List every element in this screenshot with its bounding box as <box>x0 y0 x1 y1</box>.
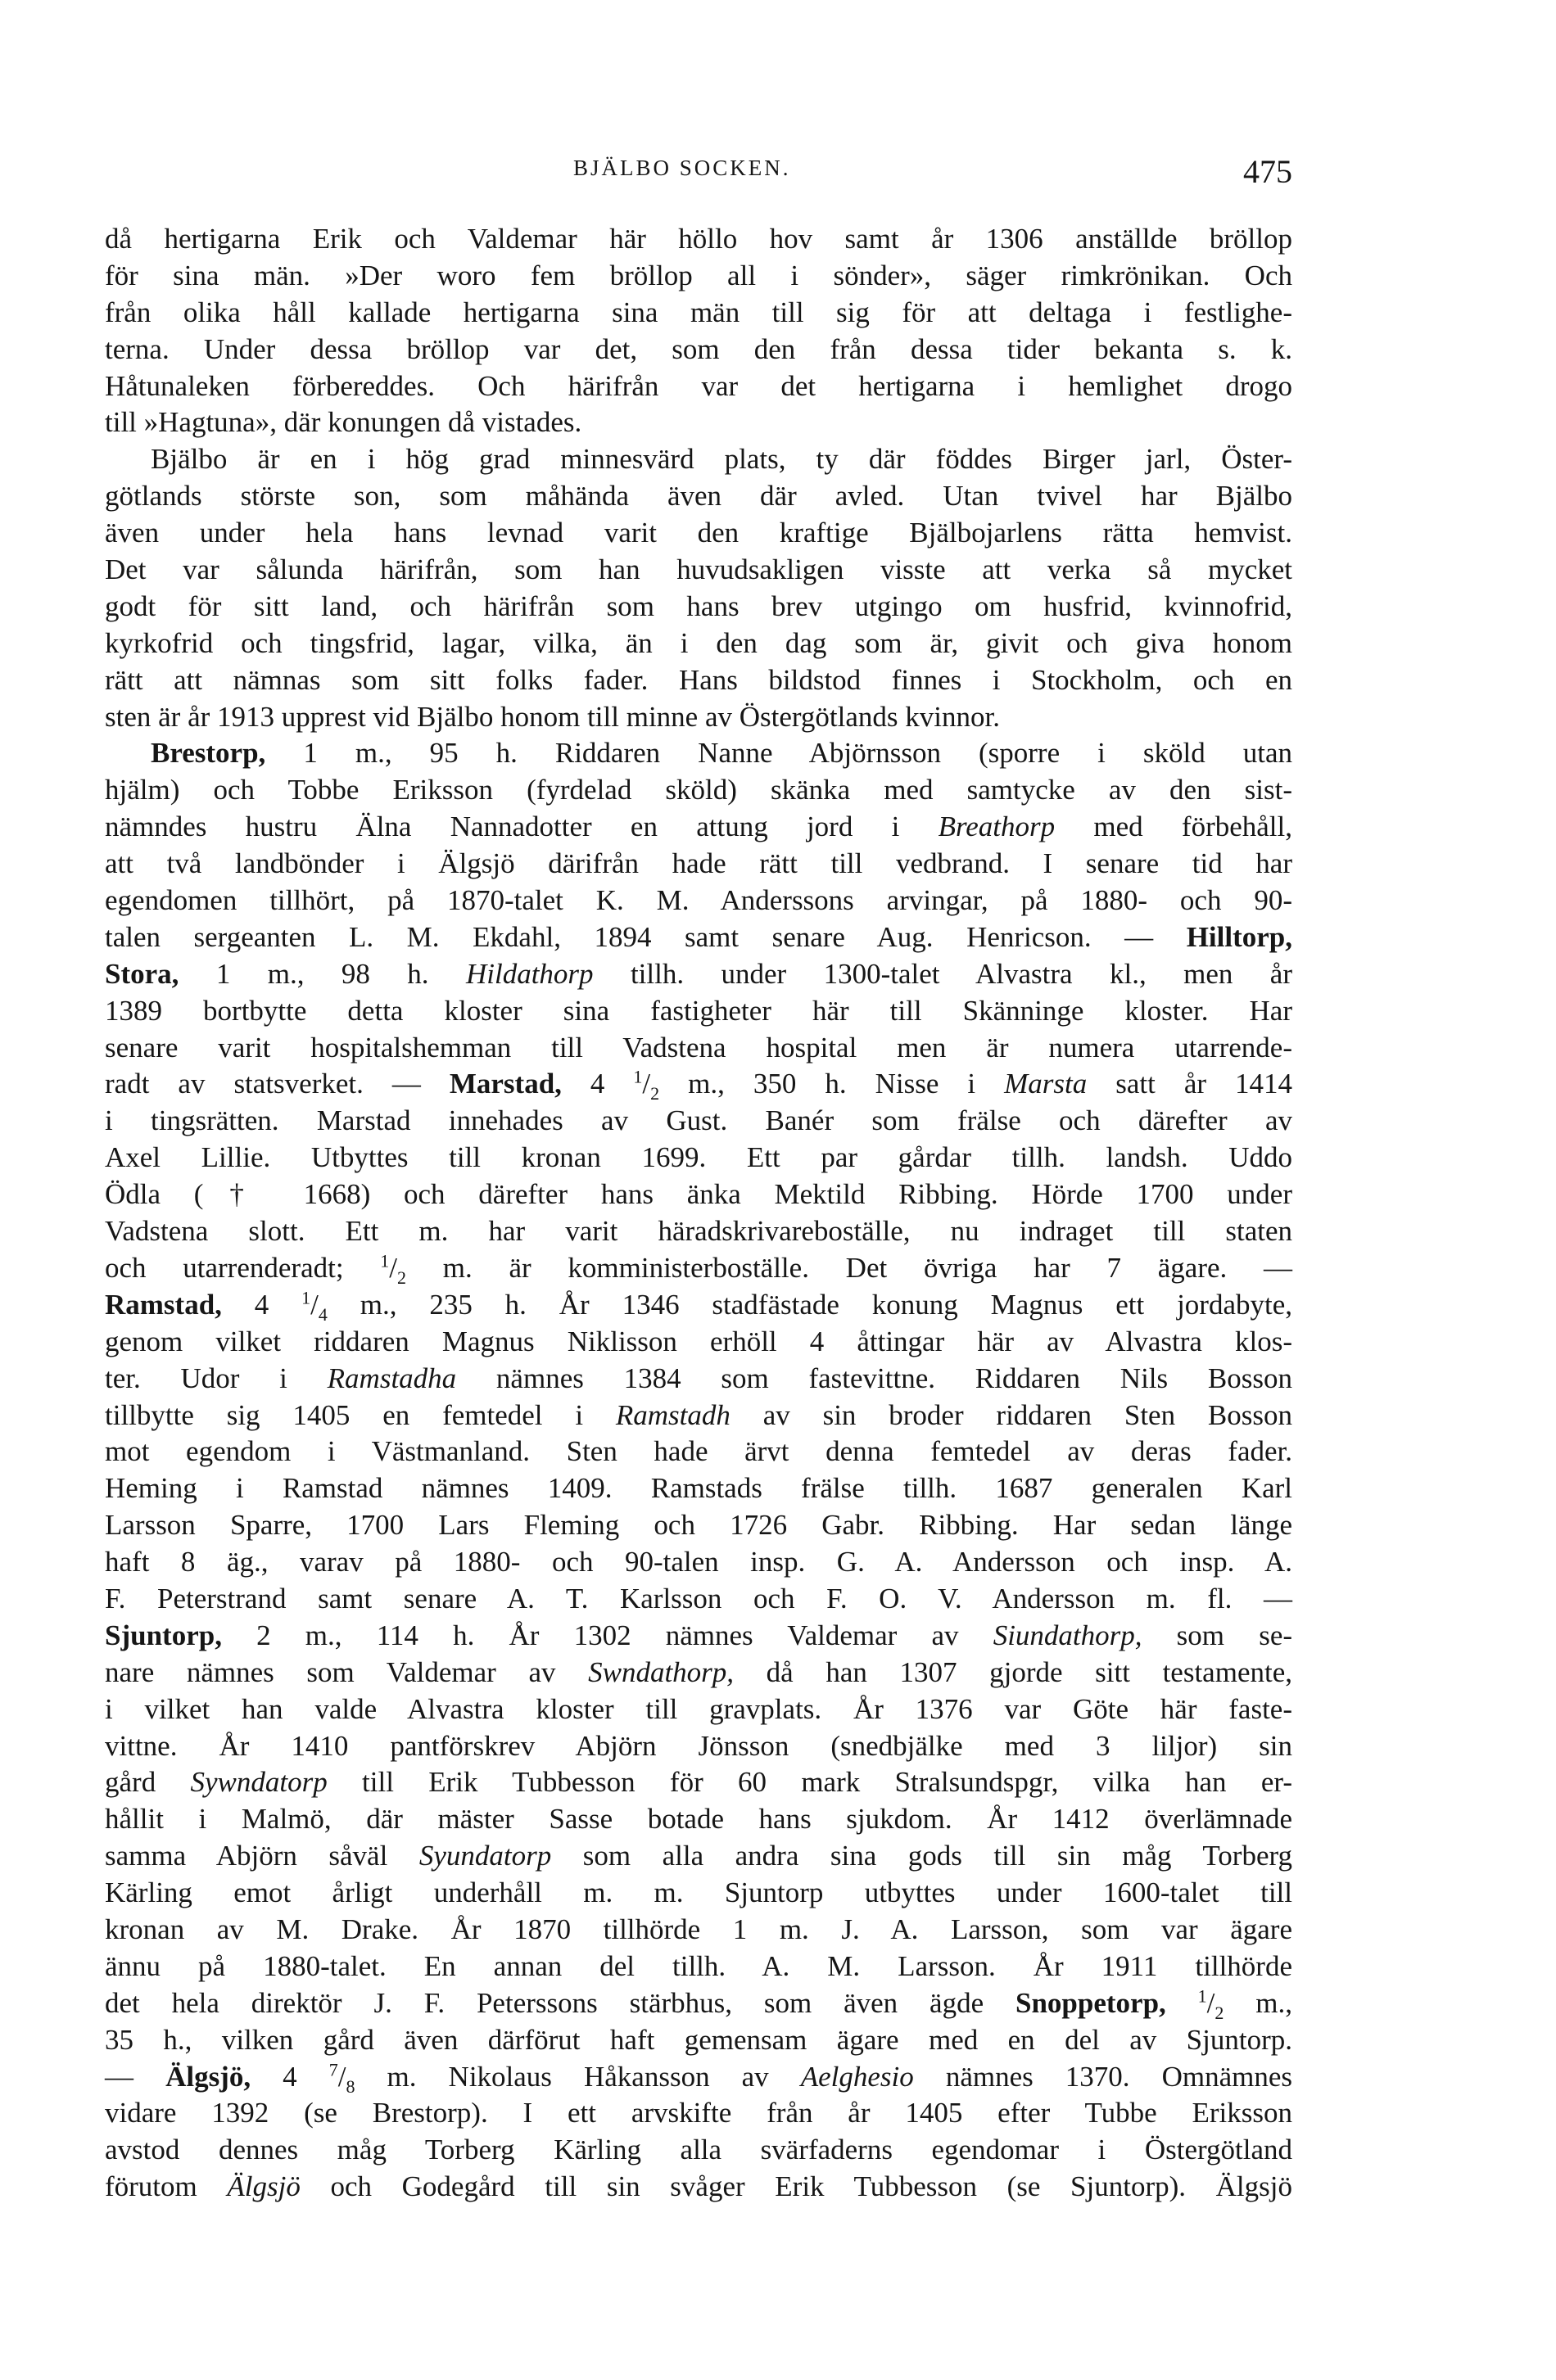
text-line: senare varit hospitalshemman till Vadstena hospital men är numera utarrende- <box>105 1031 1292 1064</box>
text-line: Det var sålunda härifrån, som han huvudsakligen visste att verka så mycket <box>105 553 1292 586</box>
text-line: i vilket han valde Alvastra kloster till gravplats. År 1376 var Göte här faste- <box>105 1692 1292 1725</box>
text-segment: samma Abjörn såväl <box>105 1840 419 1872</box>
text-line: kyrkofrid och tingsfrid, lagar, vilka, än i den dag som är, givit och giva honom <box>105 626 1292 659</box>
text-line: Kärling emot årligt underhåll m. m. Sjuntorp utbyttes under 1600-talet till <box>105 1876 1292 1909</box>
text-segment: m., 235 h. År 1346 stadfästade konung Magnus ett jordabyte, <box>327 1288 1293 1321</box>
text-line <box>105 1398 1292 1434</box>
text-segment: radt av statsverket. — <box>105 1068 450 1100</box>
body-text <box>105 221 1292 2206</box>
italic-place-name: Syundatorp <box>418 1840 552 1872</box>
fraction-numerator: 1 <box>380 1250 390 1271</box>
text-line: även under hela hans levnad varit den kraftige Bjälbojarlens rätta hemvist. <box>105 517 1292 549</box>
text-line: ännu på 1880-talet. En annan del tillh. A. M. Larsson. År 1911 tillhörde <box>105 1949 1292 1982</box>
text-line: F. Peterstrand samt senare A. T. Karlsson och F. O. V. Andersson m. fl. — <box>105 1582 1292 1615</box>
text-segment: m., 350 h. Nisse i <box>659 1068 1005 1100</box>
fraction-numerator: 7 <box>328 2058 338 2080</box>
text-segment: förutom <box>105 2170 228 2203</box>
bold-entry-name: Marstad, <box>449 1068 562 1100</box>
text-segment: 4 <box>251 2060 329 2093</box>
italic-place-name: Sywndatorp <box>190 1766 328 1799</box>
page-number: 475 <box>1243 153 1292 190</box>
text-segment: nämnes 1384 som fastevittne. Riddaren Nils Bosson <box>456 1362 1292 1394</box>
italic-place-name: Ramstadh <box>615 1398 731 1431</box>
text-segment: m. Nikolaus Håkansson av <box>355 2060 801 2093</box>
text-line <box>105 1764 1292 1801</box>
text-segment: / <box>310 1288 319 1321</box>
text-segment: tillh. under 1300-talet Alvastra kl., men år <box>593 957 1292 990</box>
fraction-denominator: 2 <box>397 1267 407 1288</box>
text-line: sten är år 1913 upprest vid Bjälbo honom till minne av Östergötlands kvinnor. <box>105 700 1000 733</box>
text-segment: ter. Udor i <box>105 1362 328 1394</box>
text-line <box>105 1287 1292 1324</box>
text-line <box>105 956 1292 993</box>
text-line <box>105 1361 1292 1398</box>
text-line: götlands störste son, som måhända även där avled. Utan tvivel har Bjälbo <box>105 480 1292 513</box>
text-line <box>105 735 1292 772</box>
text-segment: 4 <box>561 1068 634 1100</box>
text-line <box>105 809 1292 846</box>
text-line: haft 8 äg., varav på 1880- och 90-talen insp. G. A. Andersson och insp. A. <box>105 1546 1292 1578</box>
italic-place-name: Aelghesio <box>800 2060 914 2093</box>
bold-entry-name: Stora, <box>105 957 179 990</box>
fraction-numerator: 1 <box>633 1066 643 1087</box>
text-segment: m., <box>1224 1986 1292 2019</box>
text-segment: — <box>105 2060 166 2093</box>
text-segment: 2 m., 114 h. År 1302 nämnes Valdemar av <box>221 1619 993 1651</box>
text-segment: / <box>1206 1986 1215 2019</box>
text-line: från olika håll kallade hertigarna sina män till sig för att deltaga i festlighe- <box>105 296 1292 328</box>
italic-place-name: Swndathorp, <box>588 1655 735 1688</box>
text-line: Larsson Sparre, 1700 Lars Fleming och 1726 Gabr. Ribbing. Har sedan länge <box>105 1509 1292 1542</box>
text-line: mot egendom i Västmanland. Sten hade ärvt denna femtedel av deras fader. <box>105 1435 1292 1468</box>
text-line: godt för sitt land, och härifrån som hans brev utgingo om husfrid, kvinnofrid, <box>105 589 1292 622</box>
text-line <box>105 1985 1292 2022</box>
text-line <box>105 1618 1292 1655</box>
text-segment: / <box>389 1251 398 1284</box>
text-segment <box>1166 1987 1198 2019</box>
text-line: vidare 1392 (se Brestorp). I ett arvskifte från år 1405 efter Tubbe Eriksson <box>105 2097 1292 2129</box>
text-line: 1389 bortbytte detta kloster sina fastigheter här till Skänninge kloster. Har <box>105 994 1292 1027</box>
bold-entry-name: Brestorp, <box>151 737 266 770</box>
bold-entry-name: Ramstad, <box>105 1288 222 1321</box>
text-line: Håtunaleken förbereddes. Och härifrån var det hertigarna i hemlighet drogo <box>105 369 1292 402</box>
text-segment: / <box>642 1068 651 1100</box>
text-segment: nare nämnes som Valdemar av <box>105 1655 589 1688</box>
running-head: BJÄLBO SOCKEN. <box>573 156 791 180</box>
italic-place-name: Breathorp <box>938 811 1056 843</box>
text-line: kronan av M. Drake. År 1870 tillhörde 1 m. J. A. Larsson, som var ägare <box>105 1913 1292 1945</box>
text-line <box>105 1250 1292 1287</box>
text-segment: talen sergeanten L. M. Ekdahl, 1894 samt senare Aug. Henricson. — <box>105 920 1187 953</box>
text-segment: m. är komministerboställe. Det övriga har 7 ägare. — <box>406 1251 1293 1284</box>
text-segment: 1 m., 98 h. <box>179 957 466 990</box>
text-segment: 4 <box>221 1288 302 1321</box>
text-line: då hertigarna Erik och Valdemar här höllo hov samt år 1306 anställde bröllop <box>105 223 1292 255</box>
text-line <box>105 2059 1292 2096</box>
text-segment: tillbytte sig 1405 en femtedel i <box>105 1398 616 1431</box>
text-line: rätt att nämnas som sitt folks fader. Hans bildstod finnes i Stockholm, och en <box>105 663 1292 696</box>
text-segment: det hela direktör J. F. Peterssons stärbhus, som även ägde <box>105 1986 1015 2019</box>
italic-place-name: Älgsjö <box>227 2170 301 2203</box>
text-segment: gård <box>105 1766 191 1799</box>
text-segment: / <box>337 2060 346 2093</box>
text-line <box>105 2169 1292 2206</box>
text-line: Bjälbo är en i hög grad minnesvärd plats, ty där föddes Birger jarl, Öster- <box>151 443 1292 476</box>
text-segment: som se- <box>1142 1619 1293 1651</box>
text-segment: och utarrenderadt; <box>105 1251 381 1284</box>
text-segment: av sin broder riddaren Sten Bosson <box>730 1398 1292 1431</box>
italic-place-name: Siundathorp, <box>993 1619 1142 1651</box>
text-segment: nämnes 1370. Omnämnes <box>913 2060 1293 2093</box>
text-segment: som alla andra sina gods till sin måg Torberg <box>551 1840 1293 1872</box>
fraction-denominator: 2 <box>1214 2002 1224 2023</box>
text-segment: satt år 1414 <box>1087 1068 1293 1100</box>
text-line: egendomen tillhört, på 1870-talet K. M. Anderssons arvingar, på 1880- och 90- <box>105 884 1292 917</box>
text-line: Vadstena slott. Ett m. har varit häradskrivareboställe, nu indraget till staten <box>105 1215 1292 1248</box>
fraction-numerator: 1 <box>301 1287 311 1308</box>
bold-entry-name: Snoppetorp, <box>1015 1986 1166 2019</box>
text-line: i tingsrätten. Marstad innehades av Gust. Banér som frälse och därefter av <box>105 1104 1292 1137</box>
text-line: hjälm) och Tobbe Eriksson (fyrdelad sköld) skänka med samtycke av den sist- <box>105 774 1292 806</box>
text-line: till »Hagtuna», där konungen då vistades. <box>105 406 582 439</box>
text-segment: till Erik Tubbesson för 60 mark Stralsundspgr, vilka han er- <box>327 1766 1292 1799</box>
text-line: hållit i Malmö, där mäster Sasse botade hans sjukdom. År 1412 överlämnade <box>105 1803 1292 1836</box>
text-line: Heming i Ramstad nämnes 1409. Ramstads frälse tillh. 1687 generalen Karl <box>105 1472 1292 1505</box>
text-line: terna. Under dessa bröllop var det, som den från dessa tider bekanta s. k. <box>105 332 1292 365</box>
bold-entry-name: Hilltorp, <box>1186 920 1292 953</box>
fraction-denominator: 4 <box>318 1303 328 1325</box>
text-line: att två landbönder i Älgsjö därifrån hade rätt till vedbrand. I senare tid har <box>105 847 1292 880</box>
fraction-numerator: 1 <box>1197 1985 1207 2007</box>
text-line <box>105 1655 1292 1691</box>
bold-entry-name: Sjuntorp, <box>105 1619 222 1651</box>
text-line: avstod dennes måg Torberg Kärling alla svärfaderns egendomar i Östergötland <box>105 2134 1292 2166</box>
text-line: för sina män. »Der woro fem bröllop all i sönder», säger rimkrönikan. Och <box>105 259 1292 291</box>
text-line <box>105 1838 1292 1875</box>
text-line: Ödla († 1668) och därefter hans änka Mektild Ribbing. Hörde 1700 under <box>105 1178 1292 1211</box>
text-segment: nämndes hustru Älna Nannadotter en attung jord i <box>105 811 939 843</box>
text-segment: och Godegård till sin svåger Erik Tubbesson (se Sjuntorp). Älgsjö <box>300 2170 1292 2203</box>
text-line: vittne. År 1410 pantförskrev Abjörn Jönsson (snedbjälke med 3 liljor) sin <box>105 1729 1292 1762</box>
fraction-denominator: 2 <box>650 1083 660 1104</box>
text-line: Axel Lillie. Utbyttes till kronan 1699. Ett par gårdar tillh. landsh. Uddo <box>105 1141 1292 1174</box>
fraction-denominator: 8 <box>346 2075 355 2097</box>
text-line: genom vilket riddaren Magnus Niklisson erhöll 4 åttingar här av Alvastra klos- <box>105 1325 1292 1357</box>
text-segment: med förbehåll, <box>1055 811 1292 843</box>
bold-entry-name: Älgsjö, <box>165 2060 251 2093</box>
text-segment: då han 1307 gjorde sitt testamente, <box>734 1655 1292 1688</box>
text-line <box>105 919 1292 956</box>
italic-place-name: Marsta <box>1004 1068 1088 1100</box>
italic-place-name: Hildathorp <box>465 957 594 990</box>
text-line: 35 h., vilken gård även därförut haft gemensam ägare med en del av Sjuntorp. <box>105 2023 1292 2056</box>
italic-place-name: Ramstadha <box>327 1362 457 1394</box>
text-segment: 1 m., 95 h. Riddaren Nanne Abjörnsson (sporre i sköld utan <box>265 737 1292 770</box>
text-line <box>105 1066 1292 1103</box>
